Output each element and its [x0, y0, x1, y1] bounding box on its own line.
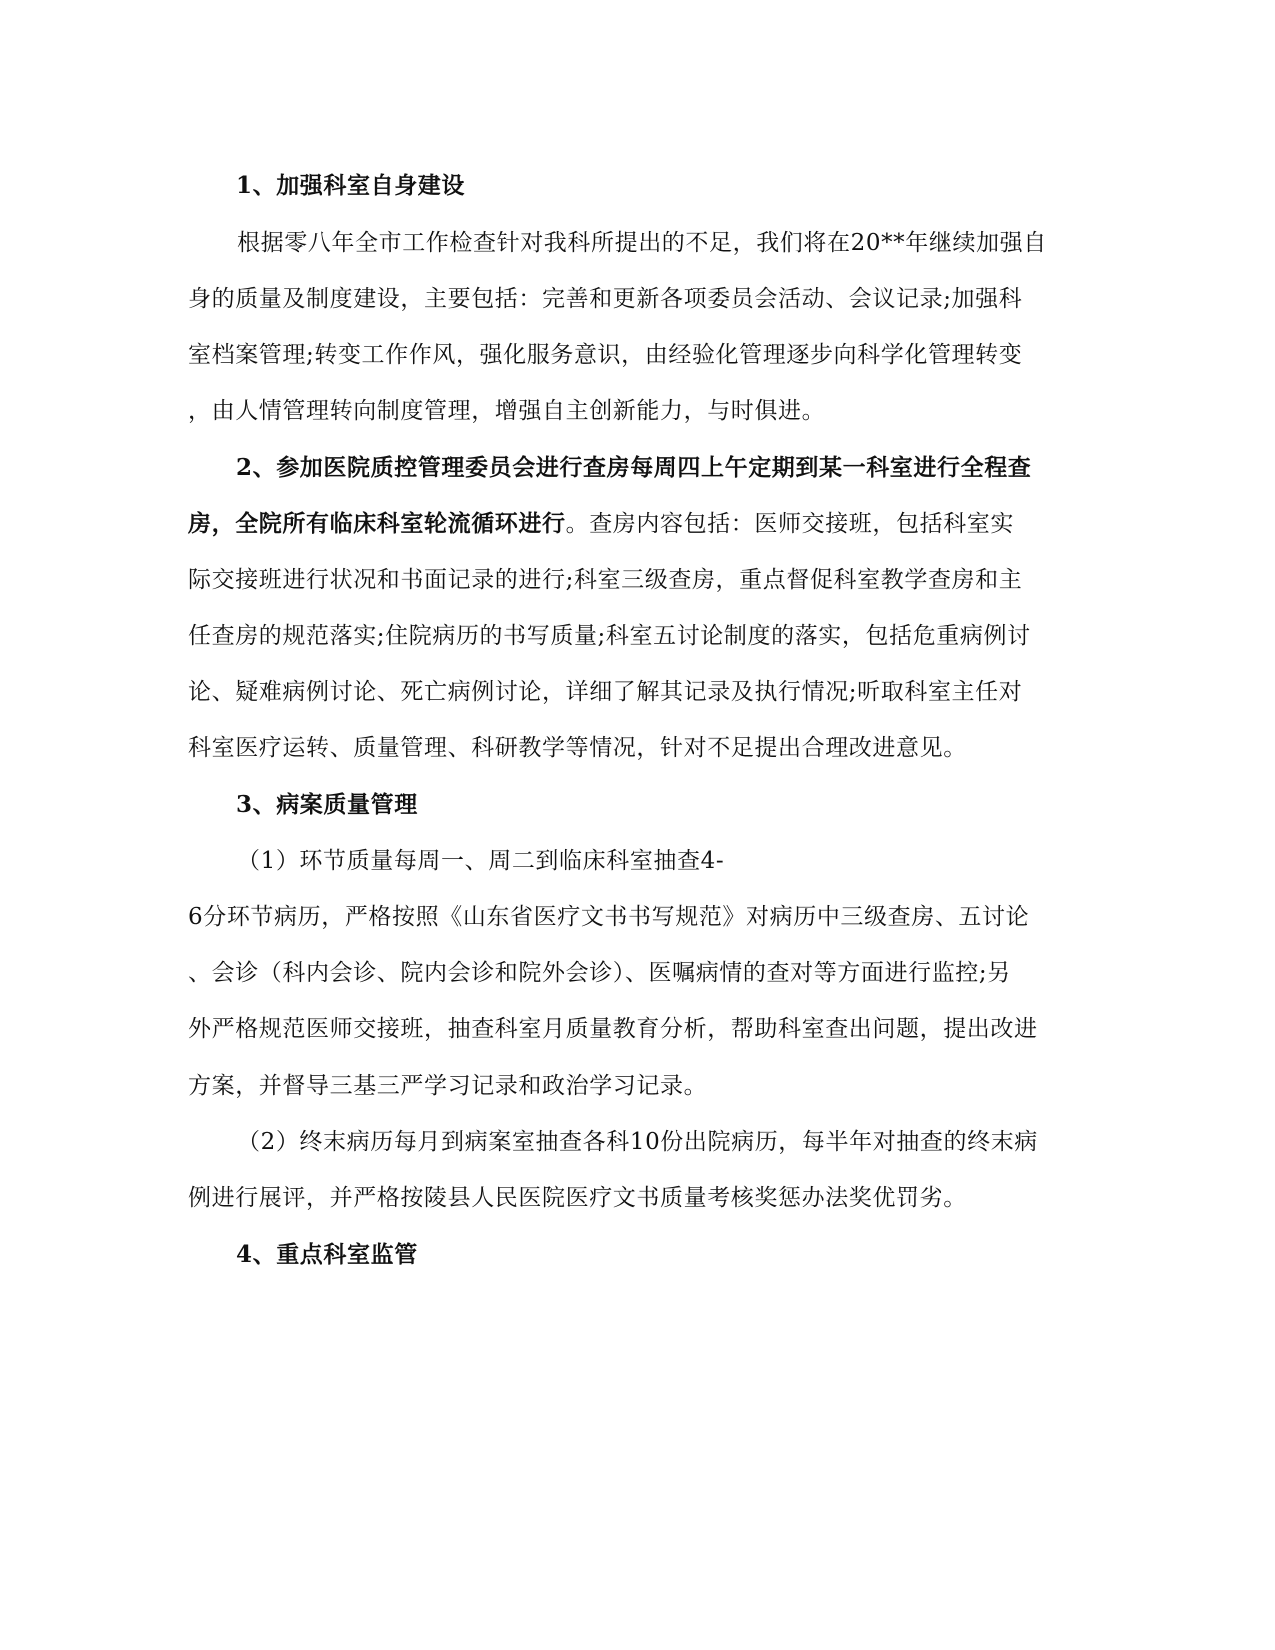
section-1-line-1: 根据零八年全市工作检查针对我科所提出的不足，我们将在20**年继续加强自	[237, 230, 1047, 256]
section-3-p2-line-2: 例进行展评，并严格按陵县人民医院医疗文书质量考核奖惩办法奖优罚劣。	[188, 1185, 967, 1211]
section-1-line-4: ，由人情管理转向制度管理，增强自主创新能力，与时俱进。	[188, 398, 826, 424]
section-1-line-2: 身的质量及制度建设，主要包括：完善和更新各项委员会活动、会议记录;加强科	[188, 286, 1023, 312]
section-2-line-6: 科室医疗运转、质量管理、科研教学等情况，针对不足提出合理改进意见。	[188, 735, 967, 761]
section-4-heading: 4、重点科室监管	[236, 1241, 418, 1268]
section-2-line-3: 际交接班进行状况和书面记录的进行;科室三级查房，重点督促科室教学查房和主	[188, 567, 1023, 593]
section-3-p1-line-1: （1）环节质量每周一、周二到临床科室抽查4-	[237, 848, 725, 874]
section-3-p1-line-5: 方案，并督导三基三严学习记录和政治学习记录。	[188, 1073, 708, 1099]
section-3-p1-line-2: 6分环节病历，严格按照《山东省医疗文书书写规范》对病历中三级查房、五讨论	[188, 904, 1030, 930]
section-3-p2-line-1: （2）终末病历每月到病案室抽查各科10份出院病历，每半年对抽查的终末病	[237, 1129, 1038, 1155]
section-2-line-2-text: 。查房内容包括：医师交接班，包括科室实	[565, 511, 1015, 537]
section-2-line-5: 论、疑难病例讨论、死亡病例讨论，详细了解其记录及执行情况;听取科室主任对	[188, 679, 1023, 705]
section-2-line-2	[188, 509, 1014, 539]
section-1-heading: 1、加强科室自身建设	[236, 172, 466, 199]
section-3-p1-line-3: 、会诊（科内会诊、院内会诊和院外会诊）、医嘱病情的查对等方面进行监控;另	[188, 960, 1011, 986]
section-2-heading-continued: 房，全院所有临床科室轮流循环进行	[188, 510, 566, 537]
section-3-p1-line-4: 外严格规范医师交接班，抽查科室月质量教育分析，帮助科室查出问题，提出改进	[188, 1016, 1038, 1042]
section-1-line-3: 室档案管理;转变工作作风，强化服务意识，由经验化管理逐步向科学化管理转变	[188, 342, 1023, 368]
section-2-heading: 2、参加医院质控管理委员会进行查房每周四上午定期到某一科室进行全程查	[236, 454, 1032, 481]
section-2-line-4: 任查房的规范落实;住院病历的书写质量;科室五讨论制度的落实，包括危重病例讨	[188, 623, 1031, 649]
section-3-heading: 3、病案质量管理	[236, 791, 418, 818]
